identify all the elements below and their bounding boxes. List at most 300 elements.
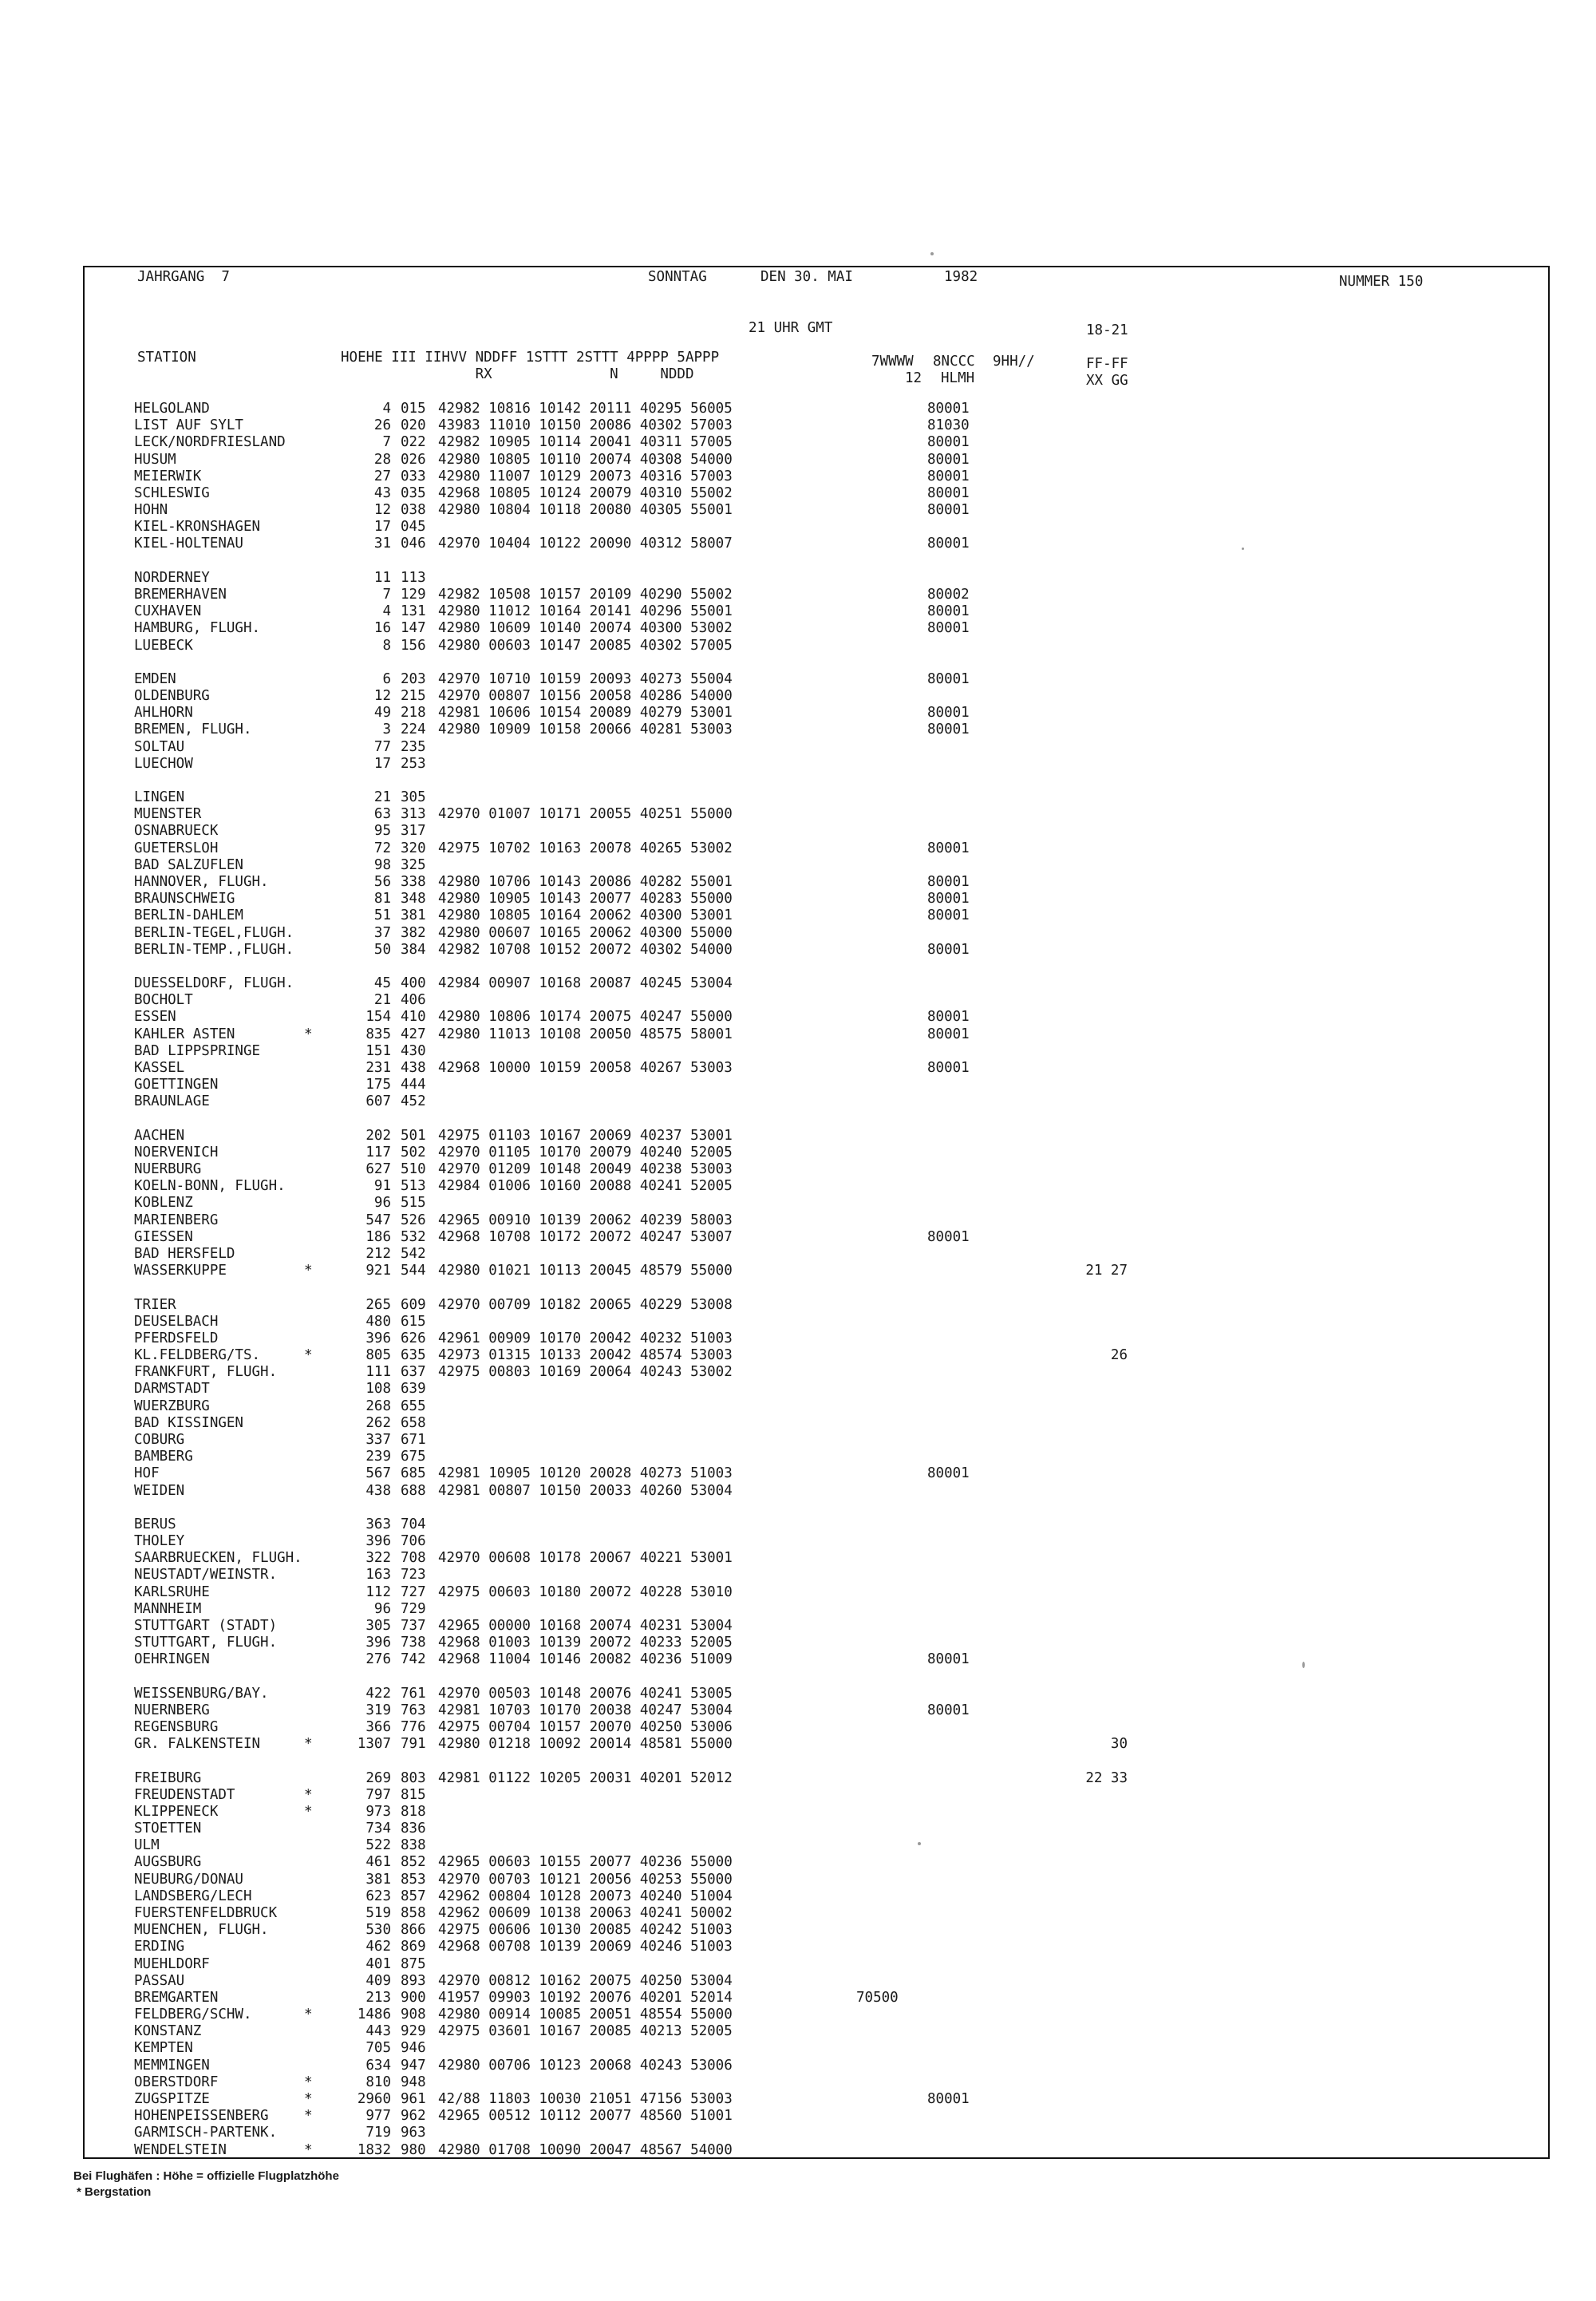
station-height: 634 xyxy=(365,2058,391,2074)
station-codes: 42980 01708 10090 20047 48567 54000 xyxy=(438,2142,733,2158)
station-index: 962 xyxy=(401,2108,426,2124)
station-height: 21 xyxy=(373,789,391,805)
station-index: 046 xyxy=(401,536,426,552)
station-name: MUENCHEN, FLUGH. xyxy=(134,1922,269,1938)
mountain-marker: * xyxy=(304,1736,313,1752)
station-index: 671 xyxy=(401,1432,426,1448)
col-8nccc: 8NCCC xyxy=(933,354,975,370)
station-name: TRIER xyxy=(134,1297,176,1313)
station-name: HOHN xyxy=(134,502,168,518)
station-row xyxy=(0,1178,1467,1195)
col-ff: FF-FF xyxy=(1086,356,1128,372)
code-8nccc: 80001 xyxy=(927,620,970,636)
station-row xyxy=(0,417,1467,434)
station-row xyxy=(0,1381,1467,1398)
station-name: HOHENPEISSENBERG xyxy=(134,2108,269,2124)
station-name: WASSERKUPPE xyxy=(134,1263,227,1279)
station-index: 542 xyxy=(401,1246,426,1262)
station-height: 7 xyxy=(382,434,391,450)
station-height: 37 xyxy=(373,925,391,941)
station-height: 56 xyxy=(373,874,391,890)
station-name: BREMEN, FLUGH. xyxy=(134,722,252,737)
station-name: AHLHORN xyxy=(134,705,193,721)
col-8nccc-sub: HLMH xyxy=(941,370,975,386)
station-index: 502 xyxy=(401,1145,426,1160)
station-name: BREMGARTEN xyxy=(134,1990,219,2006)
station-row xyxy=(0,638,1467,654)
station-name: BERUS xyxy=(134,1516,176,1532)
station-height: 50 xyxy=(373,942,391,958)
station-codes: 42968 10805 10124 20079 40310 55002 xyxy=(438,485,733,501)
code-8nccc: 80001 xyxy=(927,671,970,687)
station-height: 96 xyxy=(373,1601,391,1617)
station-name: HELGOLAND xyxy=(134,401,210,417)
station-index: 015 xyxy=(401,401,426,417)
station-codes: 42975 00603 10180 20072 40228 53010 xyxy=(438,1584,733,1600)
station-row xyxy=(0,620,1467,637)
station-codes: 42980 01218 10092 20014 48581 55000 xyxy=(438,1736,733,1752)
station-name: LINGEN xyxy=(134,789,185,805)
station-index: 026 xyxy=(401,452,426,468)
station-height: 6 xyxy=(382,671,391,687)
station-index: 400 xyxy=(401,975,426,991)
code-8nccc: 80001 xyxy=(927,722,970,737)
station-row xyxy=(0,1229,1467,1246)
station-name: ULM xyxy=(134,1837,160,1853)
station-row xyxy=(0,1465,1467,1482)
station-index: 253 xyxy=(401,756,426,772)
station-row xyxy=(0,2006,1467,2023)
code-8nccc: 80001 xyxy=(927,452,970,468)
station-row xyxy=(0,1347,1467,1364)
station-index: 858 xyxy=(401,1905,426,1921)
station-index: 655 xyxy=(401,1398,426,1414)
station-name: KIEL-HOLTENAU xyxy=(134,536,243,552)
scan-speck xyxy=(1242,548,1244,550)
station-row xyxy=(0,1837,1467,1854)
station-codes: 42980 10909 10158 20066 40281 53003 xyxy=(438,722,733,737)
station-index: 776 xyxy=(401,1719,426,1735)
weekday: SONNTAG xyxy=(648,269,707,285)
station-name: MEMMINGEN xyxy=(134,2058,210,2074)
station-index: 338 xyxy=(401,874,426,890)
station-height: 175 xyxy=(365,1077,391,1093)
station-index: 675 xyxy=(401,1449,426,1465)
station-name: GUETERSLOH xyxy=(134,840,219,856)
station-index: 203 xyxy=(401,671,426,687)
station-height: 530 xyxy=(365,1922,391,1938)
station-row xyxy=(0,519,1467,536)
station-row xyxy=(0,1719,1467,1736)
station-row xyxy=(0,891,1467,907)
station-height: 363 xyxy=(365,1516,391,1532)
station-index: 156 xyxy=(401,638,426,654)
station-codes: 42970 00703 10121 20056 40253 55000 xyxy=(438,1872,733,1888)
station-name: LIST AUF SYLT xyxy=(134,417,243,433)
station-name: FREIBURG xyxy=(134,1770,202,1786)
station-name: NUERBURG xyxy=(134,1161,202,1177)
station-name: NUERNBERG xyxy=(134,1702,210,1718)
station-codes: 42981 10703 10170 20038 40247 53004 xyxy=(438,1702,733,1718)
station-codes: 42973 01315 10133 20042 48574 53003 xyxy=(438,1347,733,1363)
station-codes: 42970 00812 10162 20075 40250 53004 xyxy=(438,1973,733,1989)
station-row xyxy=(0,1161,1467,1178)
station-index: 803 xyxy=(401,1770,426,1786)
station-codes: 42980 10805 10110 20074 40308 54000 xyxy=(438,452,733,468)
station-row xyxy=(0,1922,1467,1939)
station-height: 108 xyxy=(365,1381,391,1397)
code-8nccc: 80001 xyxy=(927,434,970,450)
station-codes: 42965 00000 10168 20074 40231 53004 xyxy=(438,1618,733,1634)
station-index: 815 xyxy=(401,1787,426,1803)
col-ff-sub: XX GG xyxy=(1086,373,1128,389)
col-main-sub: RX N NDDD xyxy=(341,366,694,382)
gust-ff: 22 33 xyxy=(1085,1770,1128,1786)
station-codes: 42984 01006 10160 20088 40241 52005 xyxy=(438,1178,733,1194)
mountain-marker: * xyxy=(304,2074,313,2090)
station-name: PASSAU xyxy=(134,1973,185,1989)
station-row xyxy=(0,1263,1467,1279)
station-codes: 42975 10702 10163 20078 40265 53002 xyxy=(438,840,733,856)
station-height: 480 xyxy=(365,1314,391,1330)
station-height: 810 xyxy=(365,2074,391,2090)
station-index: 325 xyxy=(401,857,426,873)
scan-speck xyxy=(918,1842,921,1845)
station-height: 12 xyxy=(373,688,391,704)
station-name: OBERSTDORF xyxy=(134,2074,219,2090)
time-range: 18-21 xyxy=(1086,322,1128,338)
station-index: 313 xyxy=(401,806,426,822)
station-index: 129 xyxy=(401,587,426,603)
station-row xyxy=(0,1246,1467,1263)
station-index: 113 xyxy=(401,570,426,586)
station-height: 607 xyxy=(365,1093,391,1109)
station-height: 186 xyxy=(365,1229,391,1245)
station-row xyxy=(0,1686,1467,1702)
station-name: ESSEN xyxy=(134,1009,176,1025)
mountain-marker: * xyxy=(304,1263,313,1279)
station-name: BERLIN-TEMP.,FLUGH. xyxy=(134,942,294,958)
station-row xyxy=(0,1449,1467,1465)
station-codes: 42965 00910 10139 20062 40239 58003 xyxy=(438,1212,733,1228)
station-codes: 42980 00603 10147 20085 40302 57005 xyxy=(438,638,733,654)
station-name: SOLTAU xyxy=(134,739,185,755)
station-height: 77 xyxy=(373,739,391,755)
station-name: HAMBURG, FLUGH. xyxy=(134,620,261,636)
station-height: 26 xyxy=(373,417,391,433)
station-row xyxy=(0,1516,1467,1533)
station-height: 63 xyxy=(373,806,391,822)
code-8nccc: 80001 xyxy=(927,485,970,501)
footnote-mountain: * Bergstation xyxy=(77,2185,152,2199)
station-name: KONSTANZ xyxy=(134,2023,202,2039)
station-name: KOELN-BONN, FLUGH. xyxy=(134,1178,286,1194)
station-row xyxy=(0,1651,1467,1668)
station-height: 95 xyxy=(373,823,391,839)
station-name: KOBLENZ xyxy=(134,1195,193,1211)
station-codes: 42980 10905 10143 20077 40283 55000 xyxy=(438,891,733,907)
station-row xyxy=(0,823,1467,840)
station-row xyxy=(0,1973,1467,1990)
station-codes: 42970 10404 10122 20090 40312 58007 xyxy=(438,536,733,552)
station-row xyxy=(0,1550,1467,1567)
code-8nccc: 80001 xyxy=(927,1229,970,1245)
station-height: 547 xyxy=(365,1212,391,1228)
station-name: STUTTGART, FLUGH. xyxy=(134,1635,278,1651)
station-index: 738 xyxy=(401,1635,426,1651)
station-codes: 42984 00907 10168 20087 40245 53004 xyxy=(438,975,733,991)
station-name: EMDEN xyxy=(134,671,176,687)
station-row xyxy=(0,536,1467,552)
station-row xyxy=(0,1872,1467,1888)
station-codes: 42970 00807 10156 20058 40286 54000 xyxy=(438,688,733,704)
station-height: 154 xyxy=(365,1009,391,1025)
station-row xyxy=(0,1415,1467,1432)
station-name: LANDSBERG/LECH xyxy=(134,1888,252,1904)
station-codes: 42980 01021 10113 20045 48579 55000 xyxy=(438,1263,733,1279)
station-height: 17 xyxy=(373,756,391,772)
station-height: 973 xyxy=(365,1804,391,1820)
station-index: 947 xyxy=(401,2058,426,2074)
station-row xyxy=(0,587,1467,603)
station-name: HOF xyxy=(134,1465,160,1481)
station-codes: 42975 03601 10167 20085 40213 52005 xyxy=(438,2023,733,2039)
station-height: 21 xyxy=(373,992,391,1008)
station-row xyxy=(0,401,1467,417)
station-name: LUEBECK xyxy=(134,638,193,654)
station-height: 462 xyxy=(365,1939,391,1955)
station-index: 317 xyxy=(401,823,426,839)
station-row xyxy=(0,1854,1467,1871)
col-9hh: 9HH// xyxy=(993,354,1035,370)
station-name: OEHRINGEN xyxy=(134,1651,210,1667)
code-8nccc: 80001 xyxy=(927,1651,970,1667)
station-name: KL.FELDBERG/TS. xyxy=(134,1347,261,1363)
station-row xyxy=(0,452,1467,469)
station-index: 853 xyxy=(401,1872,426,1888)
station-height: 322 xyxy=(365,1550,391,1566)
station-name: BAMBERG xyxy=(134,1449,193,1465)
station-codes: 42980 00706 10123 20068 40243 53006 xyxy=(438,2058,733,2074)
station-row xyxy=(0,1770,1467,1787)
station-index: 729 xyxy=(401,1601,426,1617)
station-codes: 42980 00607 10165 20062 40300 55000 xyxy=(438,925,733,941)
station-height: 1832 xyxy=(357,2142,391,2158)
station-name: STOETTEN xyxy=(134,1821,202,1836)
station-name: DARMSTADT xyxy=(134,1381,210,1397)
station-name: BOCHOLT xyxy=(134,992,193,1008)
station-height: 443 xyxy=(365,2023,391,2039)
station-row xyxy=(0,1939,1467,1955)
station-index: 305 xyxy=(401,789,426,805)
station-height: 12 xyxy=(373,502,391,518)
station-height: 438 xyxy=(365,1483,391,1499)
station-codes: 42980 10806 10174 20075 40247 55000 xyxy=(438,1009,733,1025)
station-index: 706 xyxy=(401,1533,426,1549)
station-row xyxy=(0,1212,1467,1229)
station-codes: 42982 10905 10114 20041 40311 57005 xyxy=(438,434,733,450)
station-row xyxy=(0,1145,1467,1161)
observation-time: 21 UHR GMT xyxy=(749,320,833,336)
station-index: 515 xyxy=(401,1195,426,1211)
station-name: KARLSRUHE xyxy=(134,1584,210,1600)
station-height: 422 xyxy=(365,1686,391,1702)
station-codes: 42968 00708 10139 20069 40246 51003 xyxy=(438,1939,733,1955)
station-height: 7 xyxy=(382,587,391,603)
station-codes: 42968 11004 10146 20082 40236 51009 xyxy=(438,1651,733,1667)
mountain-marker: * xyxy=(304,1026,313,1042)
station-row xyxy=(0,688,1467,705)
station-height: 8 xyxy=(382,638,391,654)
station-row xyxy=(0,2058,1467,2074)
station-index: 526 xyxy=(401,1212,426,1228)
mountain-marker: * xyxy=(304,1804,313,1820)
station-codes: 42968 01003 10139 20072 40233 52005 xyxy=(438,1635,733,1651)
station-row xyxy=(0,789,1467,806)
station-height: 231 xyxy=(365,1060,391,1076)
station-codes: 42980 11012 10164 20141 40296 55001 xyxy=(438,603,733,619)
station-codes: 42970 01209 10148 20049 40238 53003 xyxy=(438,1161,733,1177)
station-height: 239 xyxy=(365,1449,391,1465)
scan-speck xyxy=(930,252,934,255)
station-name: SAARBRUECKEN, FLUGH. xyxy=(134,1550,302,1566)
station-name: NEUSTADT/WEINSTR. xyxy=(134,1567,278,1583)
col-main-codes: HOEHE III IIHVV NDDFF 1STTT 2STTT 4PPPP 5APPP xyxy=(341,350,720,366)
station-row xyxy=(0,925,1467,942)
station-index: 626 xyxy=(401,1330,426,1346)
station-row xyxy=(0,1398,1467,1415)
code-8nccc: 80001 xyxy=(927,1026,970,1042)
station-index: 908 xyxy=(401,2006,426,2022)
station-index: 708 xyxy=(401,1550,426,1566)
station-index: 737 xyxy=(401,1618,426,1634)
station-row xyxy=(0,942,1467,959)
station-index: 637 xyxy=(401,1364,426,1380)
station-codes: 42980 10706 10143 20086 40282 55001 xyxy=(438,874,733,890)
station-height: 163 xyxy=(365,1567,391,1583)
col-7wwww: 7WWWW xyxy=(871,354,914,370)
station-height: 1486 xyxy=(357,2006,391,2022)
col-station: STATION xyxy=(137,350,196,366)
station-name: BAD HERSFELD xyxy=(134,1246,235,1262)
station-index: 688 xyxy=(401,1483,426,1499)
station-row xyxy=(0,2091,1467,2108)
station-codes: 42982 10708 10152 20072 40302 54000 xyxy=(438,942,733,958)
station-row xyxy=(0,485,1467,502)
station-name: WEIDEN xyxy=(134,1483,185,1499)
station-index: 980 xyxy=(401,2142,426,2158)
station-index: 235 xyxy=(401,739,426,755)
code-8nccc: 80001 xyxy=(927,536,970,552)
station-height: 401 xyxy=(365,1956,391,1972)
station-name: KAHLER ASTEN xyxy=(134,1026,235,1042)
station-height: 91 xyxy=(373,1178,391,1194)
station-name: MUENSTER xyxy=(134,806,202,822)
station-name: BERLIN-TEGEL,FLUGH. xyxy=(134,925,294,941)
station-index: 727 xyxy=(401,1584,426,1600)
jahrgang: JAHRGANG 7 xyxy=(137,269,230,285)
station-row xyxy=(0,671,1467,688)
mountain-marker: * xyxy=(304,2006,313,2022)
station-name: ZUGSPITZE xyxy=(134,2091,210,2107)
station-height: 31 xyxy=(373,536,391,552)
gust-ff: 26 xyxy=(1110,1347,1128,1363)
station-height: 98 xyxy=(373,857,391,873)
station-index: 893 xyxy=(401,1973,426,1989)
station-height: 45 xyxy=(373,975,391,991)
station-row xyxy=(0,1736,1467,1753)
station-codes: 42975 00704 10157 20070 40250 53006 xyxy=(438,1719,733,1735)
station-row xyxy=(0,1584,1467,1601)
station-name: DUESSELDORF, FLUGH. xyxy=(134,975,294,991)
station-index: 438 xyxy=(401,1060,426,1076)
station-index: 035 xyxy=(401,485,426,501)
station-name: MEIERWIK xyxy=(134,469,202,484)
station-row xyxy=(0,722,1467,738)
station-name: BRAUNSCHWEIG xyxy=(134,891,235,907)
station-codes: 42968 10708 10172 20072 40247 53007 xyxy=(438,1229,733,1245)
station-codes: 42970 00608 10178 20067 40221 53001 xyxy=(438,1550,733,1566)
code-8nccc: 80001 xyxy=(927,1060,970,1076)
station-index: 382 xyxy=(401,925,426,941)
station-index: 900 xyxy=(401,1990,426,2006)
station-codes: 42961 00909 10170 20042 40232 51003 xyxy=(438,1330,733,1346)
station-name: BREMERHAVEN xyxy=(134,587,227,603)
station-row xyxy=(0,756,1467,773)
station-row xyxy=(0,2108,1467,2125)
station-height: 213 xyxy=(365,1990,391,2006)
station-index: 946 xyxy=(401,2040,426,2056)
station-height: 705 xyxy=(365,2040,391,2056)
station-index: 215 xyxy=(401,688,426,704)
station-row xyxy=(0,1635,1467,1651)
station-name: FELDBERG/SCHW. xyxy=(134,2006,252,2022)
station-name: OLDENBURG xyxy=(134,688,210,704)
station-row xyxy=(0,1043,1467,1060)
station-name: THOLEY xyxy=(134,1533,185,1549)
station-row xyxy=(0,806,1467,823)
mountain-marker: * xyxy=(304,2091,313,2107)
code-8nccc: 80001 xyxy=(927,1702,970,1718)
code-8nccc: 80001 xyxy=(927,2091,970,2107)
station-index: 875 xyxy=(401,1956,426,1972)
station-row xyxy=(0,1821,1467,1837)
station-codes: 42962 00609 10138 20063 40241 50002 xyxy=(438,1905,733,1921)
footnote-airport: Bei Flughäfen : Höhe = offizielle Flugplatzhöhe xyxy=(73,2169,339,2183)
station-name: KLIPPENECK xyxy=(134,1804,219,1820)
station-row xyxy=(0,1601,1467,1618)
gust-ff: 21 27 xyxy=(1085,1263,1128,1279)
station-row xyxy=(0,1009,1467,1026)
station-row xyxy=(0,570,1467,587)
station-codes: 42968 10000 10159 20058 40267 53003 xyxy=(438,1060,733,1076)
code-8nccc: 80001 xyxy=(927,942,970,958)
code-8nccc: 80001 xyxy=(927,469,970,484)
station-height: 43 xyxy=(373,485,391,501)
station-height: 623 xyxy=(365,1888,391,1904)
station-height: 51 xyxy=(373,907,391,923)
station-height: 977 xyxy=(365,2108,391,2124)
station-height: 262 xyxy=(365,1415,391,1431)
code-8nccc: 80002 xyxy=(927,587,970,603)
mountain-marker: * xyxy=(304,1787,313,1803)
gust-ff: 30 xyxy=(1110,1736,1128,1752)
station-row xyxy=(0,1077,1467,1093)
station-height: 366 xyxy=(365,1719,391,1735)
station-index: 763 xyxy=(401,1702,426,1718)
station-index: 658 xyxy=(401,1415,426,1431)
station-height: 337 xyxy=(365,1432,391,1448)
